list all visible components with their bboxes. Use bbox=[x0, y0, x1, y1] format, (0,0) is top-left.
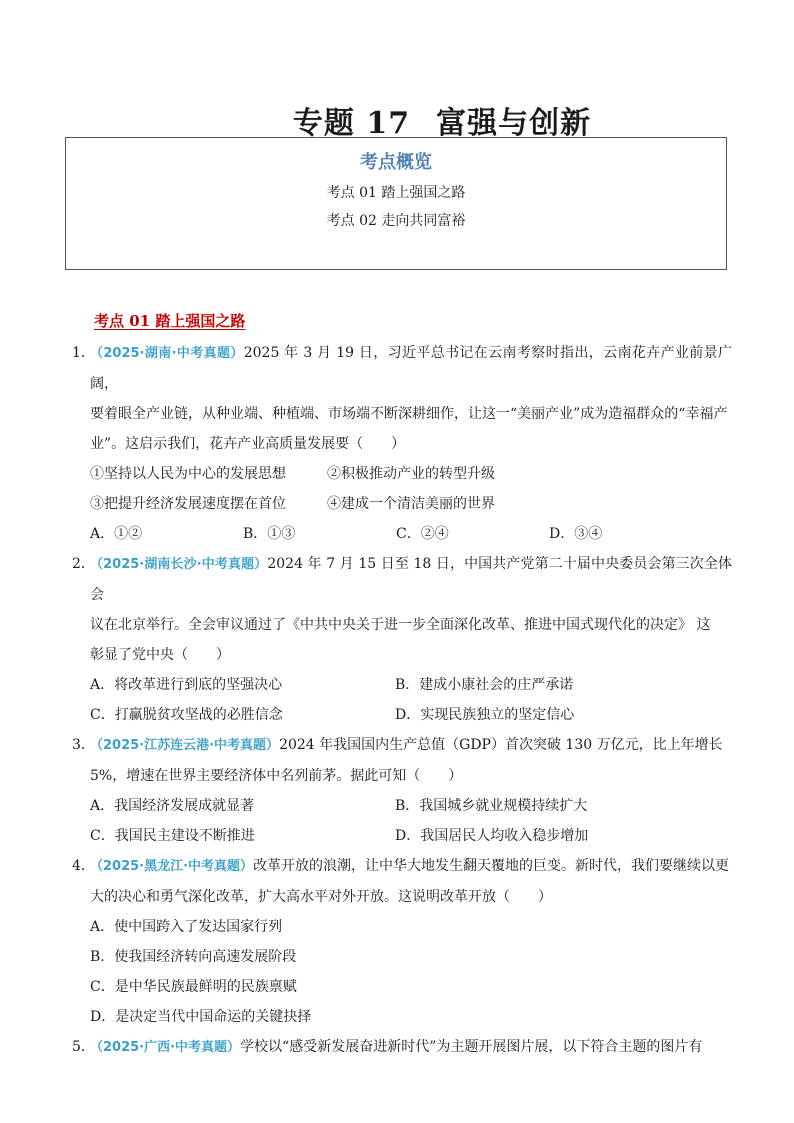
statement-1: ①坚持以人民为中心的发展思想 bbox=[90, 466, 286, 482]
question-stem-line: 议在北京举行。全会审议通过了《中共中央关于进一步全面深化改革、推进中国式现代化的决定》 这 bbox=[90, 617, 711, 633]
option-d[interactable]: D．我国居民人均收入稳步增加 bbox=[395, 828, 589, 844]
question-2 bbox=[72, 549, 732, 730]
question-stem-line: 要着眼全产业链，从种业端、种植端、市场端不断深耕细作，让这一“美丽产业”成为造福群众的“幸福产 bbox=[90, 406, 728, 422]
option-b[interactable]: B．使我国经济转向高速发展阶段 bbox=[90, 949, 297, 965]
overview-item-2: 考点 02 走向共同富裕 bbox=[326, 213, 466, 229]
option-c[interactable]: C．是中华民族最鲜明的民族禀赋 bbox=[90, 979, 297, 995]
question-number: 3． bbox=[72, 737, 95, 753]
statement-row bbox=[72, 489, 732, 519]
option-row bbox=[72, 700, 732, 730]
overview-box bbox=[65, 137, 727, 270]
option-d[interactable]: D．③④ bbox=[549, 526, 603, 542]
option-c[interactable]: C．打赢脱贫攻坚战的必胜信念 bbox=[90, 707, 283, 723]
option-row bbox=[72, 670, 732, 700]
question-stem-line: 大的决心和勇气深化改革，扩大高水平对外开放。这说明改革开放（ ） bbox=[90, 889, 552, 905]
statement-3: ③把提升经济发展速度摆在首位 bbox=[90, 496, 286, 512]
section-title: 考点 01 踏上强国之路 bbox=[94, 312, 246, 330]
overview-item-1: 考点 01 踏上强国之路 bbox=[326, 185, 466, 201]
option-a[interactable]: A．将改革进行到底的坚强决心 bbox=[90, 677, 283, 693]
question-stem: （2025·江苏连云港·中考真题）2024 年我国国内生产总值（GDP）首次突破 130 万亿元，比上年增长 bbox=[90, 737, 723, 753]
statement-4: ④建成一个清洁美丽的世界 bbox=[327, 496, 495, 512]
option-row bbox=[72, 821, 732, 851]
question-1 bbox=[72, 338, 732, 549]
option-a[interactable]: A．我国经济发展成就显著 bbox=[90, 798, 255, 814]
question-number: 4． bbox=[72, 858, 95, 874]
question-source: （2025·湖南长沙·中考真题） bbox=[90, 557, 268, 572]
question-3 bbox=[72, 730, 732, 851]
option-b[interactable]: B．建成小康社会的庄严承诺 bbox=[395, 677, 574, 693]
question-stem-line: 业”。这启示我们，花卉产业高质量发展要（ ） bbox=[90, 436, 406, 452]
option-d[interactable]: D．实现民族独立的坚定信心 bbox=[395, 707, 575, 723]
question-stem: （2025·湖南长沙·中考真题）2024 年 7 月 15 日至 18 日，中国共产党第二十届中央委员会第三次全体会 bbox=[90, 556, 732, 603]
question-stem-line: 5%，增速在世界主要经济体中名列前茅。据此可知（ ） bbox=[90, 768, 463, 784]
question-number: 5． bbox=[72, 1039, 95, 1055]
title-topic-number: 专题 17 bbox=[292, 106, 411, 141]
option-b[interactable]: B．①③ bbox=[243, 526, 296, 542]
option-a[interactable]: A．①② bbox=[90, 526, 143, 542]
question-number: 1． bbox=[72, 345, 95, 361]
question-source: （2025·广西·中考真题） bbox=[90, 1040, 241, 1055]
title-topic-name: 富强与创新 bbox=[436, 106, 592, 141]
question-source: （2025·湖南·中考真题） bbox=[90, 346, 244, 361]
option-row bbox=[72, 791, 732, 821]
statement-row bbox=[72, 459, 732, 489]
question-5 bbox=[72, 1032, 732, 1063]
option-b[interactable]: B．我国城乡就业规模持续扩大 bbox=[395, 798, 588, 814]
page-title bbox=[0, 98, 794, 142]
option-c[interactable]: C．②④ bbox=[396, 526, 449, 542]
option-c[interactable]: C．我国民主建设不断推进 bbox=[90, 828, 255, 844]
question-list bbox=[72, 338, 732, 1063]
statement-2: ②积极推动产业的转型升级 bbox=[327, 466, 495, 482]
question-number: 2． bbox=[72, 556, 95, 572]
question-stem: （2025·湖南·中考真题）2025 年 3 月 19 日，习近平总书记在云南考察时指出，云南花卉产业前景广阔， bbox=[90, 345, 732, 392]
option-d[interactable]: D．是决定当代中国命运的关键抉择 bbox=[90, 1009, 312, 1025]
overview-heading: 考点概览 bbox=[360, 152, 432, 173]
question-stem: （2025·广西·中考真题）学校以“感受新发展奋进新时代”为主题开展图片展，以下符合主题的图片有 bbox=[90, 1039, 703, 1055]
option-a[interactable]: A．使中国跨入了发达国家行列 bbox=[90, 919, 283, 935]
question-source: （2025·江苏连云港·中考真题） bbox=[90, 738, 280, 753]
option-row bbox=[72, 519, 732, 549]
question-source: （2025·黑龙江·中考真题） bbox=[90, 859, 254, 874]
question-4 bbox=[72, 851, 732, 1032]
question-stem-line: 彰显了党中央（ ） bbox=[90, 647, 230, 663]
question-stem: （2025·黑龙江·中考真题）改革开放的浪潮，让中华大地发生翻天覆地的巨变。新时代，我们要继续以更 bbox=[90, 858, 730, 874]
